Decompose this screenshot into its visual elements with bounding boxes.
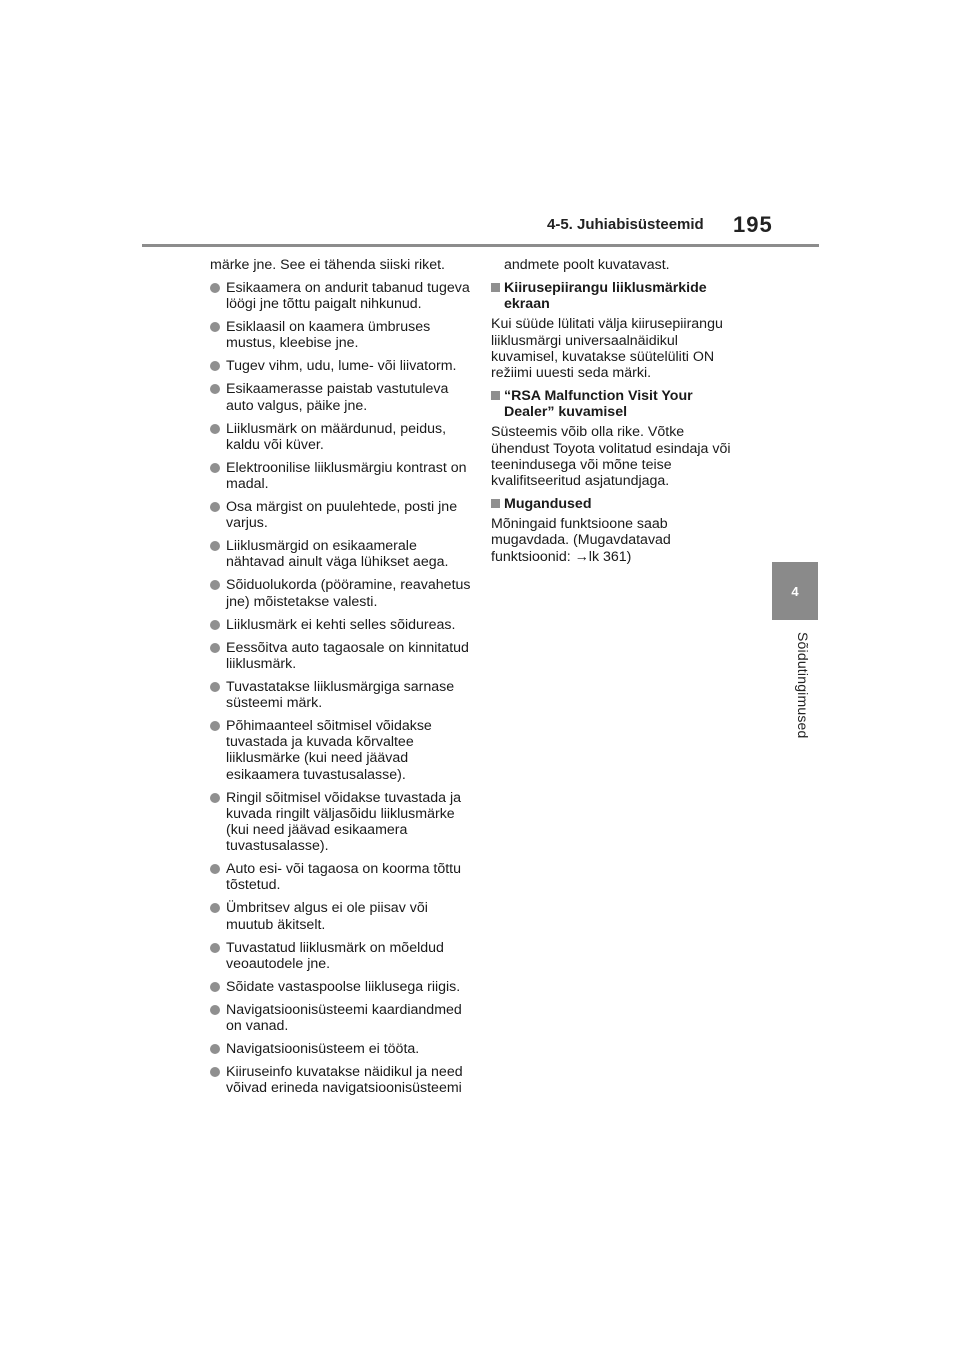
list-item: Ümbritsev algus ei ole piisav või muutub äkitselt. [210, 900, 472, 932]
list-item: Põhimaanteel sõitmisel võidakse tuvastada ja kuvada kõrvaltee liiklusmärke (kui need jäävad esikaamera tuvastusalasse). [210, 718, 472, 783]
list-item: Navigatsioonisüsteemi kaardiandmed on vanad. [210, 1002, 472, 1034]
list-item: Esikaamerasse paistab vastutuleva auto valgus, päike jne. [210, 381, 472, 413]
bullet-dot-icon [210, 1005, 220, 1015]
bullet-dot-icon [210, 541, 220, 551]
list-item: Kiiruseinfo kuvatakse näidikul ja need võivad erineda navigatsioonisüsteemi [210, 1064, 472, 1096]
section-body: Süsteemis võib olla rike. Võtke ühendust Toyota volitatud esindaja või teenindusega või mõne teise kvalifitseeritud asjatundjaga. [491, 424, 731, 490]
chapter-label: Sõidutingimused [795, 632, 811, 739]
header-rule [142, 244, 819, 247]
list-item: Sõidate vastaspoolse liiklusega riigis. [210, 979, 472, 995]
bullet-dot-icon [210, 864, 220, 874]
list-item: Esikaamera on andurit tabanud tugeva löögi jne tõttu paigalt nihkunud. [210, 280, 472, 312]
list-item: Sõiduolukorda (pööramine, reavahetus jne) mõistetakse valesti. [210, 577, 472, 609]
bullet-dot-icon [210, 424, 220, 434]
bullet-dot-icon [210, 793, 220, 803]
section-title: 4-5. Juhiabisüsteemid [547, 216, 704, 233]
square-bullet-icon [491, 283, 500, 292]
list-item: Tuvastatakse liiklusmärgiga sarnase süsteemi märk. [210, 679, 472, 711]
list-item: Tuvastatud liiklusmärk on mõeldud veoautodele jne. [210, 940, 472, 972]
bullet-dot-icon [210, 463, 220, 473]
section-heading: Mugandused [491, 496, 743, 512]
list-item: Liiklusmärk on määrdunud, peidus, kaldu või küver. [210, 421, 472, 453]
list-item: Navigatsioonisüsteem ei tööta. [210, 1041, 472, 1057]
list-item: Eessõitva auto tagaosale on kinnitatud liiklusmärk. [210, 640, 472, 672]
bullet-dot-icon [210, 384, 220, 394]
bullet-dot-icon [210, 682, 220, 692]
page-number: 195 [733, 212, 773, 237]
bullet-dot-icon [210, 502, 220, 512]
bullet-dot-icon [210, 721, 220, 731]
bullet-dot-icon [210, 580, 220, 590]
square-bullet-icon [491, 391, 500, 400]
list-item: Ringil sõitmisel võidakse tuvastada ja kuvada ringilt väljasõidu liiklusmärke (kui need jäävad esikaamera tuvastusalasse). [210, 790, 472, 855]
intro-text: märke jne. See ei tähenda siiski riket. [210, 257, 445, 273]
list-item: Esiklaasil on kaamera ümbruses mustus, kleebise jne. [210, 319, 472, 351]
list-item: Elektroonilise liiklusmärgiu kontrast on madal. [210, 460, 472, 492]
list-item: Tugev vihm, udu, lume- või liivatorm. [210, 358, 472, 374]
right-column [491, 257, 743, 572]
bullet-dot-icon [210, 643, 220, 653]
bullet-dot-icon [210, 1067, 220, 1077]
list-item: Auto esi- või tagaosa on koorma tõttu tõstetud. [210, 861, 472, 893]
chapter-tab[interactable] [772, 562, 818, 620]
bullet-dot-icon [210, 322, 220, 332]
list-item: Liiklusmärgid on esikaamerale nähtavad ainult väga lühikset aega. [210, 538, 472, 570]
bullet-dot-icon [210, 1044, 220, 1054]
section-heading: Kiirusepiirangu liiklusmärkide ekraan [491, 280, 743, 312]
bullet-list [210, 280, 472, 1096]
square-bullet-icon [491, 499, 500, 508]
list-item: Liiklusmärk ei kehti selles sõidureas. [210, 617, 472, 633]
list-item: Osa märgist on puulehtede, posti jne varjus. [210, 499, 472, 531]
bullet-dot-icon [210, 361, 220, 371]
bullet-dot-icon [210, 982, 220, 992]
section-heading: “RSA Malfunction Visit Your Dealer” kuvamisel [491, 388, 743, 420]
section-body: Kui süüde lülitati välja kiirusepiirangu liiklusmärgi universaalnäidikul kuvamisel, kuvatakse süütelüliti ON režiimi uuesti seda märki. [491, 316, 723, 382]
bullet-dot-icon [210, 283, 220, 293]
left-column [210, 257, 472, 1103]
bullet-dot-icon [210, 903, 220, 913]
bullet-dot-icon [210, 943, 220, 953]
bullet-dot-icon [210, 620, 220, 630]
continuation-text: andmete poolt kuvatavast. [504, 257, 670, 273]
section-body: Mõningaid funktsioone saab mugavdada. (Mugavdatavad funktsioonid: →lk 361) [491, 516, 671, 565]
chapter-number: 4 [791, 583, 799, 599]
